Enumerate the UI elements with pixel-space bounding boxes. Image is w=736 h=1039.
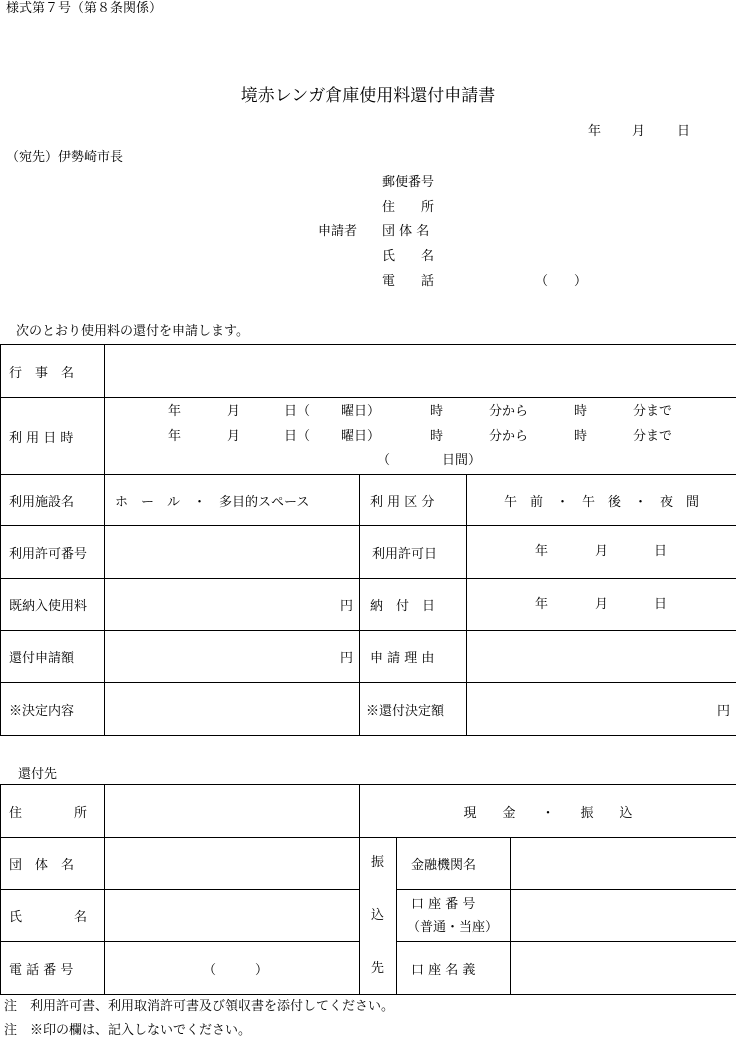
dest-group-label: 団 体 名 [1, 838, 105, 890]
usage-datetime-label: 利 用 日 時 [1, 398, 105, 475]
event-name-field[interactable] [105, 345, 736, 398]
applicant-label: 申請者 [318, 224, 358, 239]
paid-fee-field[interactable]: 円 [105, 579, 360, 631]
account-number-field[interactable] [511, 890, 736, 942]
group-name-label: 団 体 名 [382, 224, 430, 239]
note-1: 注 利用許可書、利用取消許可書及び領収書を添付してください。 [4, 999, 395, 1014]
permit-date-label: 利用許可日 [360, 526, 467, 579]
days-count: （ 日間） [377, 453, 482, 468]
refund-amount-label: 還付申請額 [1, 631, 105, 683]
payment-date-field[interactable]: 年 月 日 [467, 579, 736, 631]
dest-name-label: 氏 名 [1, 890, 105, 942]
refund-dest-table [0, 784, 736, 995]
event-name-label: 行 事 名 [1, 345, 105, 398]
refund-amount-field[interactable]: 円 [105, 631, 360, 683]
paid-fee-label: 既納入使用料 [1, 579, 105, 631]
reason-label: 申 請 理 由 [360, 631, 467, 683]
usage-period-options[interactable]: 午 前 ・ 午 後 ・ 夜 間 [467, 475, 736, 526]
phone-paren: （ ） [535, 274, 588, 289]
dest-name-field[interactable] [105, 890, 360, 942]
dest-phone-label: 電 話 番 号 [1, 942, 105, 995]
account-number-label: 口 座 番 号 [411, 896, 476, 912]
account-name-field[interactable] [511, 942, 736, 995]
refund-method-options[interactable]: 現 金 ・ 振 込 [360, 785, 736, 838]
bank-name-label: 金融機関名 [397, 838, 511, 890]
permit-number-field[interactable] [105, 526, 360, 579]
address-label: 住 所 [382, 200, 435, 215]
intro-text: 次のとおり使用料の還付を申請します。 [16, 324, 249, 339]
dest-phone-field[interactable]: （ ） [105, 942, 360, 995]
phone-label: 電 話 [382, 274, 435, 289]
facility-options[interactable]: ホ ー ル ・ 多目的スペース [105, 475, 360, 526]
usage-table [0, 344, 736, 736]
addressee: （宛先）伊勢崎市長 [6, 150, 124, 165]
bank-name-field[interactable] [511, 838, 736, 890]
form-number: 様式第７号（第８条関係） [6, 1, 163, 16]
payment-date-label: 納 付 日 [360, 579, 467, 631]
dest-group-field[interactable] [105, 838, 360, 890]
account-type-options[interactable]: （普通・当座） [407, 919, 499, 935]
account-number-label-cell [397, 890, 511, 942]
dest-address-label: 住 所 [1, 785, 105, 838]
facility-label: 利用施設名 [1, 475, 105, 526]
decided-amount-field: 円 [467, 683, 736, 736]
decision-label: ※決定内容 [1, 683, 105, 736]
refund-dest-heading: 還付先 [18, 767, 58, 782]
decision-field [105, 683, 360, 736]
note-2: 注 ※印の欄は、記入しないでください。 [4, 1023, 252, 1038]
usage-period-label: 利 用 区 分 [360, 475, 467, 526]
decided-amount-label: ※還付決定額 [360, 683, 467, 736]
account-name-label: 口 座 名 義 [397, 942, 511, 995]
usage-datetime-field[interactable]: 年 月 日（ 曜日） 時 分から 時 分まで 年 月 日（ 曜日） 時 分から 時 分まで （ 日間） [105, 398, 736, 475]
page-title: 境赤レンガ倉庫使用料還付申請書 [240, 86, 496, 106]
reason-field[interactable] [467, 631, 736, 683]
permit-number-label: 利用許可番号 [1, 526, 105, 579]
dest-address-field[interactable] [105, 785, 360, 838]
postal-code-label: 郵便番号 [382, 175, 435, 190]
name-label: 氏 名 [382, 249, 435, 264]
transfer-label: 振 込 先 [360, 838, 397, 995]
permit-date-field[interactable]: 年 月 日 [467, 526, 736, 579]
